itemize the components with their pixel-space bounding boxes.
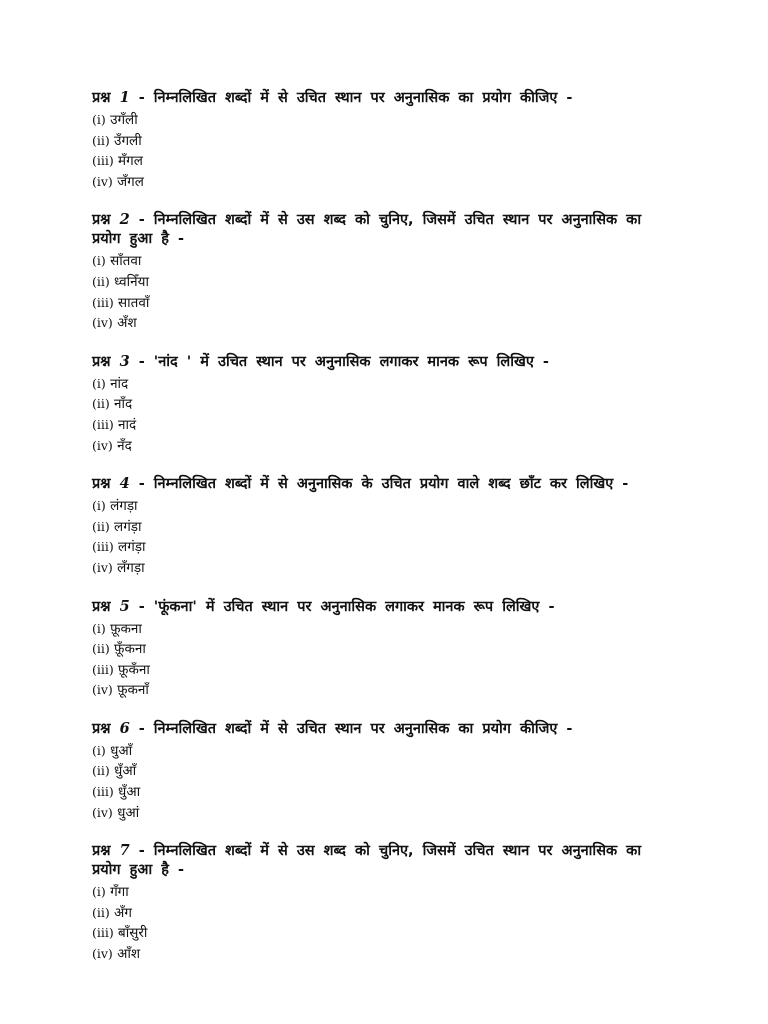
option-item (92, 803, 662, 824)
option-item (92, 882, 662, 903)
question-prefix: प्रश्न (92, 212, 111, 229)
option-item (92, 313, 662, 334)
question-number: 3 (119, 352, 130, 370)
option-label: (iii) (92, 661, 114, 677)
option-text: फ़ूकँना (118, 661, 150, 678)
option-item (92, 639, 662, 660)
question-number: 6 (119, 719, 130, 737)
option-text: साँतवा (110, 253, 142, 270)
option-item (92, 619, 662, 640)
option-label: (i) (92, 884, 106, 900)
option-item (92, 680, 662, 701)
option-label: (ii) (92, 518, 110, 534)
question-text: - निम्नलिखित शब्दों में से अनुनासिक के उचित प्रयोग वाले शब्द छाँट कर लिखिए - (138, 476, 629, 493)
option-list (92, 619, 662, 701)
option-text: आँश (117, 946, 141, 963)
option-label: (iii) (92, 153, 114, 169)
question-1 (92, 88, 662, 192)
option-label: (iv) (92, 315, 113, 331)
option-label: (ii) (92, 763, 110, 779)
question-text: - निम्नलिखित शब्दों में से उचित स्थान पर अनुनासिक का प्रयोग कीजिए - (138, 90, 573, 106)
option-text: नँद (117, 437, 132, 454)
option-item (92, 741, 662, 762)
option-item (92, 394, 662, 415)
option-item (92, 903, 662, 924)
question-title (92, 210, 662, 249)
question-number: 4 (119, 475, 130, 493)
option-item (92, 923, 662, 944)
option-text: उँगली (114, 132, 142, 149)
option-label: (i) (92, 742, 106, 758)
option-text: सातवाँ (118, 294, 150, 311)
option-text: लगंड़ा (118, 539, 146, 556)
question-title (92, 597, 662, 617)
question-5 (92, 597, 662, 701)
question-text: - 'नांद ' में उचित स्थान पर अनुनासिक लगाकर मानक रूप लिखिए - (138, 353, 549, 370)
option-list (92, 110, 662, 192)
option-label: (iii) (92, 294, 114, 310)
option-text: फ़ूकनाँ (117, 682, 149, 699)
option-label: (i) (92, 112, 106, 127)
option-item (92, 131, 662, 152)
question-text: - निम्नलिखित शब्दों में से उचित स्थान पर अनुनासिक का प्रयोग कीजिए - (138, 720, 573, 737)
question-title (92, 841, 662, 880)
option-label: (ii) (92, 396, 110, 412)
option-item (92, 415, 662, 436)
option-text: लँगड़ा (117, 559, 145, 576)
option-list (92, 882, 662, 964)
option-text: नादं (118, 416, 137, 433)
option-text: बाँसुरी (118, 925, 148, 942)
option-text: जँगल (117, 173, 144, 190)
option-label: (i) (92, 620, 106, 636)
option-text: नांद (110, 375, 129, 392)
option-list (92, 741, 662, 823)
question-sheet (92, 88, 662, 983)
question-prefix: प्रश्न (92, 843, 111, 860)
option-text: लंगड़ा (110, 498, 138, 515)
option-item (92, 172, 662, 193)
option-text: धुँआ (118, 784, 141, 801)
option-text: अँग (114, 904, 132, 921)
option-item (92, 151, 662, 172)
question-prefix: प्रश्न (92, 90, 111, 106)
question-prefix: प्रश्न (92, 353, 111, 370)
option-label: (ii) (92, 132, 110, 148)
option-item (92, 110, 662, 131)
option-item (92, 293, 662, 314)
option-item (92, 517, 662, 538)
option-text: फ़ूँकना (114, 641, 146, 658)
option-text: नाँद (114, 396, 133, 413)
question-number: 7 (119, 842, 130, 860)
option-list (92, 496, 662, 578)
option-label: (iii) (92, 416, 114, 432)
option-text: धुआँ (110, 742, 133, 759)
option-label: (i) (92, 253, 106, 269)
option-label: (i) (92, 498, 106, 514)
question-prefix: प्रश्न (92, 476, 111, 493)
option-item (92, 782, 662, 803)
question-number: 2 (119, 211, 130, 229)
option-text: मँगल (118, 153, 143, 170)
option-label: (iii) (92, 925, 114, 941)
question-text: - निम्नलिखित शब्दों में से उस शब्द को चुनिए, जिसमें उचित स्थान पर अनुनासिक का प्रयोग हुआ है - (92, 212, 642, 248)
option-item (92, 761, 662, 782)
option-item (92, 660, 662, 681)
option-list (92, 251, 662, 333)
option-label: (iv) (92, 559, 113, 575)
option-item (92, 374, 662, 395)
question-text: - निम्नलिखित शब्दों में से उस शब्द को चुनिए, जिसमें उचित स्थान पर अनुनासिक का प्रयोग हुआ है - (92, 843, 642, 879)
question-number: 1 (119, 89, 130, 106)
question-6 (92, 719, 662, 823)
option-label: (iii) (92, 539, 114, 555)
option-label: (ii) (92, 641, 110, 657)
option-text: गँगा (110, 884, 129, 901)
question-4 (92, 474, 662, 578)
option-item (92, 272, 662, 293)
option-text: धुआं (117, 804, 140, 821)
option-text: धुँआँ (114, 763, 137, 780)
question-text: - 'फूंकना' में उचित स्थान पर अनुनासिक लगाकर मानक रूप लिखिए - (138, 598, 555, 615)
option-item (92, 558, 662, 579)
question-number: 5 (119, 597, 130, 615)
option-label: (iii) (92, 784, 114, 800)
option-label: (ii) (92, 273, 110, 289)
option-label: (iv) (92, 946, 113, 962)
option-label: (iv) (92, 804, 113, 820)
question-prefix: प्रश्न (92, 598, 111, 615)
option-text: ध्वनिँया (114, 273, 149, 290)
option-text: उगँली (110, 112, 138, 128)
question-2 (92, 210, 662, 333)
question-7 (92, 841, 662, 964)
option-text: लगंड़ा (114, 518, 142, 535)
option-text: अँश (117, 315, 137, 332)
option-item (92, 537, 662, 558)
option-item (92, 944, 662, 965)
option-label: (i) (92, 375, 106, 391)
option-item (92, 436, 662, 457)
option-label: (iv) (92, 437, 113, 453)
question-3 (92, 352, 662, 456)
option-item (92, 251, 662, 272)
option-label: (iv) (92, 682, 113, 698)
option-list (92, 374, 662, 456)
question-title (92, 474, 662, 494)
option-text: फ़ूकना (110, 620, 142, 637)
option-label: (iv) (92, 173, 113, 189)
option-label: (ii) (92, 904, 110, 920)
question-title (92, 88, 662, 108)
question-title (92, 352, 662, 372)
question-prefix: प्रश्न (92, 720, 111, 737)
question-title (92, 719, 662, 739)
option-item (92, 496, 662, 517)
